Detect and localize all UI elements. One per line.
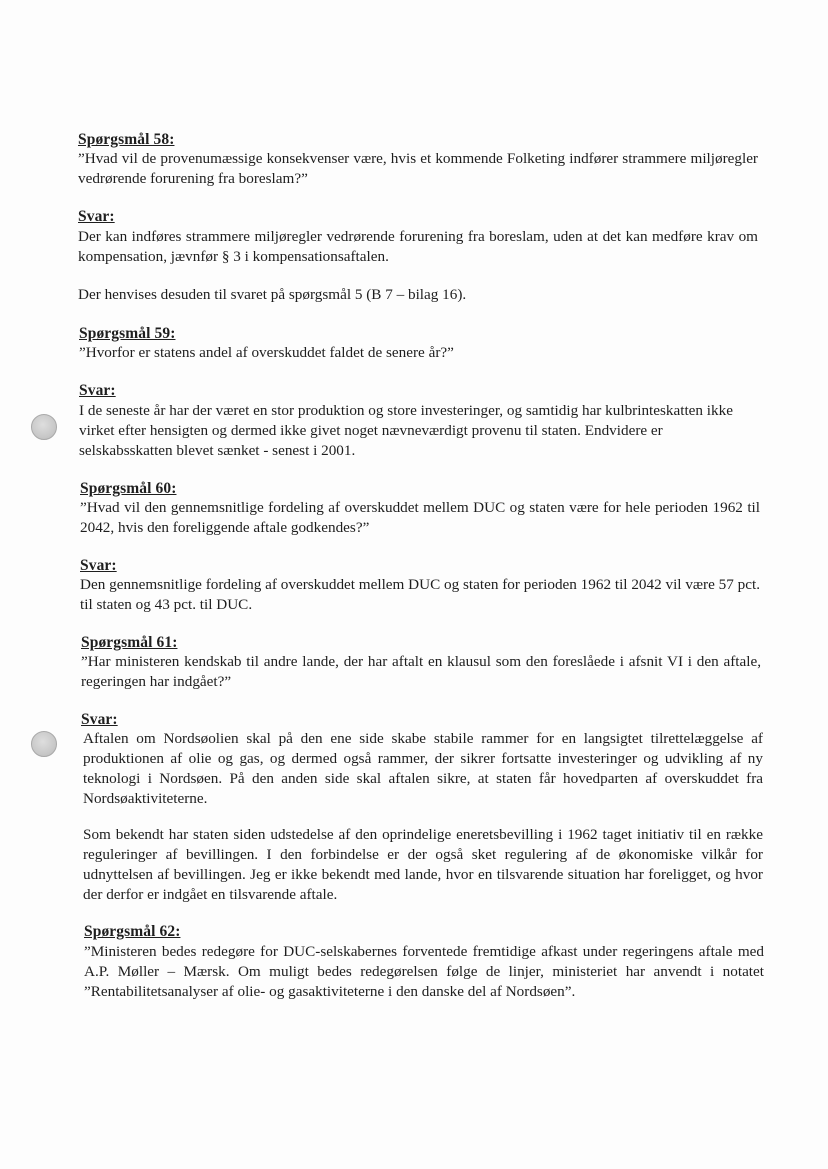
question-heading-62: Spørgsmål 62: (84, 923, 181, 940)
answer-paragraph-58-2: Der henvises desuden til svaret på spørgsmål 5 (B 7 – bilag 16). (78, 286, 467, 303)
question-text-58: ”Hvad vil de provenumæssige konsekvenser være, hvis et kommende Folketing indfører strammere miljøregler vedrørende forurening fra boreslam?” (78, 150, 758, 187)
answer-paragraph-59-1: I de seneste år har der været en stor produktion og store investeringer, og samtidig har kulbrinteskatten ikke virket efter hensigten og dermed ikke givet noget nævneværdigt provenu til staten. Endvidere er selskabsskatten blevet sænket - senest i 2001. (79, 402, 733, 459)
question-text-61: ”Har ministeren kendskab til andre lande, der har aftalt en klausul som den foreslåede i afsnit VI i den aftale, regeringen har indgået?” (81, 653, 761, 690)
question-text-60: ”Hvad vil den gennemsnitlige fordeling af overskuddet mellem DUC og staten være for hele perioden 1962 til 2042, hvis den foreliggende aftale godkendes?” (80, 499, 760, 536)
punch-hole-bottom (31, 731, 57, 757)
answer-paragraph-60-1: Den gennemsnitlige fordeling af overskuddet mellem DUC og staten for perioden 1962 til 2042 vil være 57 pct. til staten og 43 pct. til DUC. (80, 576, 760, 613)
question-heading-58: Spørgsmål 58: (78, 131, 175, 148)
answer-heading-59: Svar: (79, 382, 116, 399)
punch-hole-top (31, 414, 57, 440)
question-heading-59: Spørgsmål 59: (79, 325, 176, 342)
question-heading-60: Spørgsmål 60: (80, 480, 177, 497)
answer-heading-60: Svar: (80, 557, 117, 574)
question-text-59: ”Hvorfor er statens andel af overskuddet faldet de senere år?” (79, 344, 454, 361)
question-heading-61: Spørgsmål 61: (81, 634, 178, 651)
answer-paragraph-61-2: Som bekendt har staten siden udstedelse af den oprindelige eneretsbevilling i 1962 taget initiativ til en række reguleringer af bevillingen. I den forbindelse er der også sket regulering af de økonomiske vilkår for udnyttelsen af bevillingen. Jeg er ikke bekendt med lande, hvor en tilsvarende situation har foreligget, og hvor der derfor er indgået en tilsvarende aftale. (83, 826, 763, 903)
answer-heading-58: Svar: (78, 208, 115, 225)
answer-paragraph-61-1: Aftalen om Nordsøolien skal på den ene side skabe stabile rammer for en langsigtet tilrettelæggelse af produktionen af olie og gas, og dermed også rammer, der sikrer fortsatte investeringer og udvikling af ny teknologi i Nordsøen. På den anden side skal aftalen sikre, at staten får hovedparten af overskuddet fra Nordsøaktiviteterne. (83, 730, 763, 807)
answer-paragraph-58-1: Der kan indføres strammere miljøregler vedrørende forurening fra boreslam, uden at det kan medføre krav om kompensation, jævnfør § 3 i kompensationsaftalen. (78, 228, 758, 265)
question-text-62: ”Ministeren bedes redegøre for DUC-selskabernes forventede fremtidige afkast under regeringens aftale med A.P. Møller – Mærsk. Om muligt bedes redegørelsen følge de linjer, ministeriet har anvendt i notatet ”Rentabilitetsanalyser af olie- og gasaktiviteterne i den danske del af Nordsøen”. (84, 943, 764, 1000)
answer-heading-61: Svar: (81, 711, 118, 728)
